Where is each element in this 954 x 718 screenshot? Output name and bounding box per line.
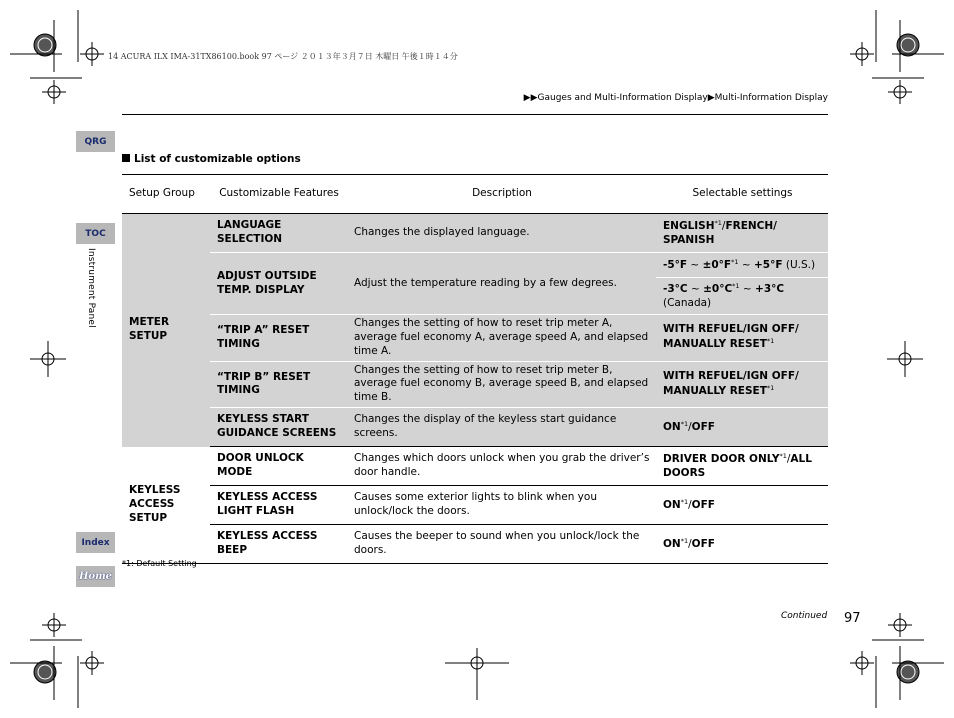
setting-value: FRENCH/ xyxy=(725,219,778,232)
table-row xyxy=(122,486,828,525)
col-header-description: Description xyxy=(347,175,656,214)
tilde: ~ xyxy=(738,258,754,271)
toc-button[interactable]: TOC xyxy=(76,223,115,244)
qrg-button[interactable]: QRG xyxy=(76,131,115,152)
feature-cell: “TRIP B” RESET TIMING xyxy=(210,361,347,408)
col-header-settings: Selectable settings xyxy=(656,175,828,214)
settings-cell-us xyxy=(656,253,828,278)
footnote-mark: *1 xyxy=(766,383,775,392)
settings-cell xyxy=(656,408,828,447)
settings-cell xyxy=(656,315,828,362)
breadcrumb-arrow-icon: ▶▶ xyxy=(523,93,538,103)
breadcrumb-subsection[interactable]: Multi-Information Display xyxy=(714,93,828,103)
description-cell: Changes the displayed language. xyxy=(347,214,656,253)
description-cell: Changes the display of the keyless start guidance screens. xyxy=(347,408,656,447)
setting-value: ON xyxy=(663,420,681,433)
square-bullet-icon xyxy=(122,154,130,162)
settings-cell xyxy=(656,361,828,408)
setting-value: OFF xyxy=(691,537,715,550)
slash: / xyxy=(786,452,791,465)
setting-value: WITH REFUEL/IGN OFF/ xyxy=(663,323,799,336)
section-heading-text: List of customizable options xyxy=(134,153,301,165)
feature-cell: ADJUST OUTSIDE TEMP. DISPLAY xyxy=(210,253,347,315)
table-row xyxy=(122,253,828,278)
breadcrumb-section[interactable]: Gauges and Multi-Information Display xyxy=(537,93,708,103)
table-row xyxy=(122,315,828,362)
col-header-group: Setup Group xyxy=(122,175,210,214)
slash: / xyxy=(721,219,726,232)
page-number: 97 xyxy=(844,611,861,626)
footnote-mark: *1 xyxy=(680,497,689,506)
table-row xyxy=(122,525,828,564)
description-cell: Adjust the temperature reading by a few degrees. xyxy=(347,253,656,315)
setting-value: ON xyxy=(663,537,681,550)
slash: / xyxy=(688,420,692,433)
setting-note: (Canada) xyxy=(663,296,712,309)
footnote-mark: *1 xyxy=(680,536,689,545)
settings-cell xyxy=(656,486,828,525)
feature-cell: “TRIP A” RESET TIMING xyxy=(210,315,347,362)
settings-cell-ca xyxy=(656,278,828,315)
print-info-line: 14 ACURA ILX IMA-31TX86100.book 97 ページ ２０１３年３月７日 木曜日 午後１時１４分 xyxy=(108,52,458,61)
index-button[interactable]: Index xyxy=(76,532,115,553)
continued-label: Continued xyxy=(781,611,828,621)
setting-value: MANUALLY RESET xyxy=(663,338,767,351)
table-row xyxy=(122,408,828,447)
table-row xyxy=(122,214,828,253)
footnote-mark: *1 xyxy=(714,218,722,227)
footnote-mark: *1 xyxy=(779,451,787,460)
footnote-mark: *1 xyxy=(732,281,740,290)
feature-cell: DOOR UNLOCK MODE xyxy=(210,447,347,486)
setting-value: -5°F xyxy=(663,258,688,271)
tilde: ~ xyxy=(687,258,703,271)
table-header-row xyxy=(122,175,828,214)
setting-value: ±0°F xyxy=(702,258,732,271)
setting-value: MANUALLY RESET xyxy=(663,384,767,397)
col-header-features: Customizable Features xyxy=(210,175,347,214)
setting-value: ALL DOORS xyxy=(663,452,812,479)
setting-value: OFF xyxy=(691,498,715,511)
setting-value: -3°C xyxy=(663,282,688,295)
setting-value: +5°F xyxy=(753,258,783,271)
description-cell: Changes the setting of how to reset trip meter A, average fuel economy A, average speed A, and elapsed time A. xyxy=(347,315,656,362)
table-row xyxy=(122,361,828,408)
setting-note: (U.S.) xyxy=(785,258,816,271)
slash: / xyxy=(688,537,692,550)
home-button[interactable] xyxy=(76,566,115,587)
settings-cell xyxy=(656,214,828,253)
group-keyless-access-setup: KEYLESS ACCESS SETUP xyxy=(122,447,210,564)
footnote: *1: Default Setting xyxy=(122,559,197,568)
setting-value: +3°C xyxy=(755,282,785,295)
footnote-mark: *1 xyxy=(731,257,739,266)
feature-cell: KEYLESS ACCESS BEEP xyxy=(210,525,347,564)
section-heading xyxy=(122,153,301,165)
setting-value: OFF xyxy=(691,420,715,433)
description-cell: Causes some exterior lights to blink when you unlock/lock the doors. xyxy=(347,486,656,525)
setting-value: ENGLISH xyxy=(663,219,715,232)
setting-value: ON xyxy=(663,498,681,511)
options-table xyxy=(122,174,828,564)
setting-value: DRIVER DOOR ONLY xyxy=(663,452,780,465)
chapter-label: Instrument Panel xyxy=(86,248,96,328)
feature-cell: KEYLESS ACCESS LIGHT FLASH xyxy=(210,486,347,525)
description-cell: Changes which doors unlock when you grab the driver’s door handle. xyxy=(347,447,656,486)
footnote-mark: *1 xyxy=(766,337,775,346)
home-label: Home xyxy=(78,571,113,582)
breadcrumb-separator-icon: ▶ xyxy=(707,93,715,103)
table-row xyxy=(122,447,828,486)
tilde: ~ xyxy=(739,282,756,295)
description-cell: Causes the beeper to sound when you unlock/lock the doors. xyxy=(347,525,656,564)
setting-value: SPANISH xyxy=(663,233,715,246)
setting-value: ±0°C xyxy=(703,282,733,295)
settings-cell xyxy=(656,447,828,486)
footnote-mark: *1 xyxy=(680,419,689,428)
feature-cell: KEYLESS START GUIDANCE SCREENS xyxy=(210,408,347,447)
slash: / xyxy=(688,498,692,511)
description-cell: Changes the setting of how to reset trip meter B, average fuel economy B, average speed B, and elapsed time B. xyxy=(347,361,656,408)
header-rule xyxy=(122,114,828,115)
breadcrumb xyxy=(524,93,828,103)
feature-cell: LANGUAGE SELECTION xyxy=(210,214,347,253)
setting-value: WITH REFUEL/IGN OFF/ xyxy=(663,370,799,382)
settings-cell xyxy=(656,525,828,564)
group-meter-setup: METER SETUP xyxy=(122,214,210,447)
tilde: ~ xyxy=(687,282,704,295)
